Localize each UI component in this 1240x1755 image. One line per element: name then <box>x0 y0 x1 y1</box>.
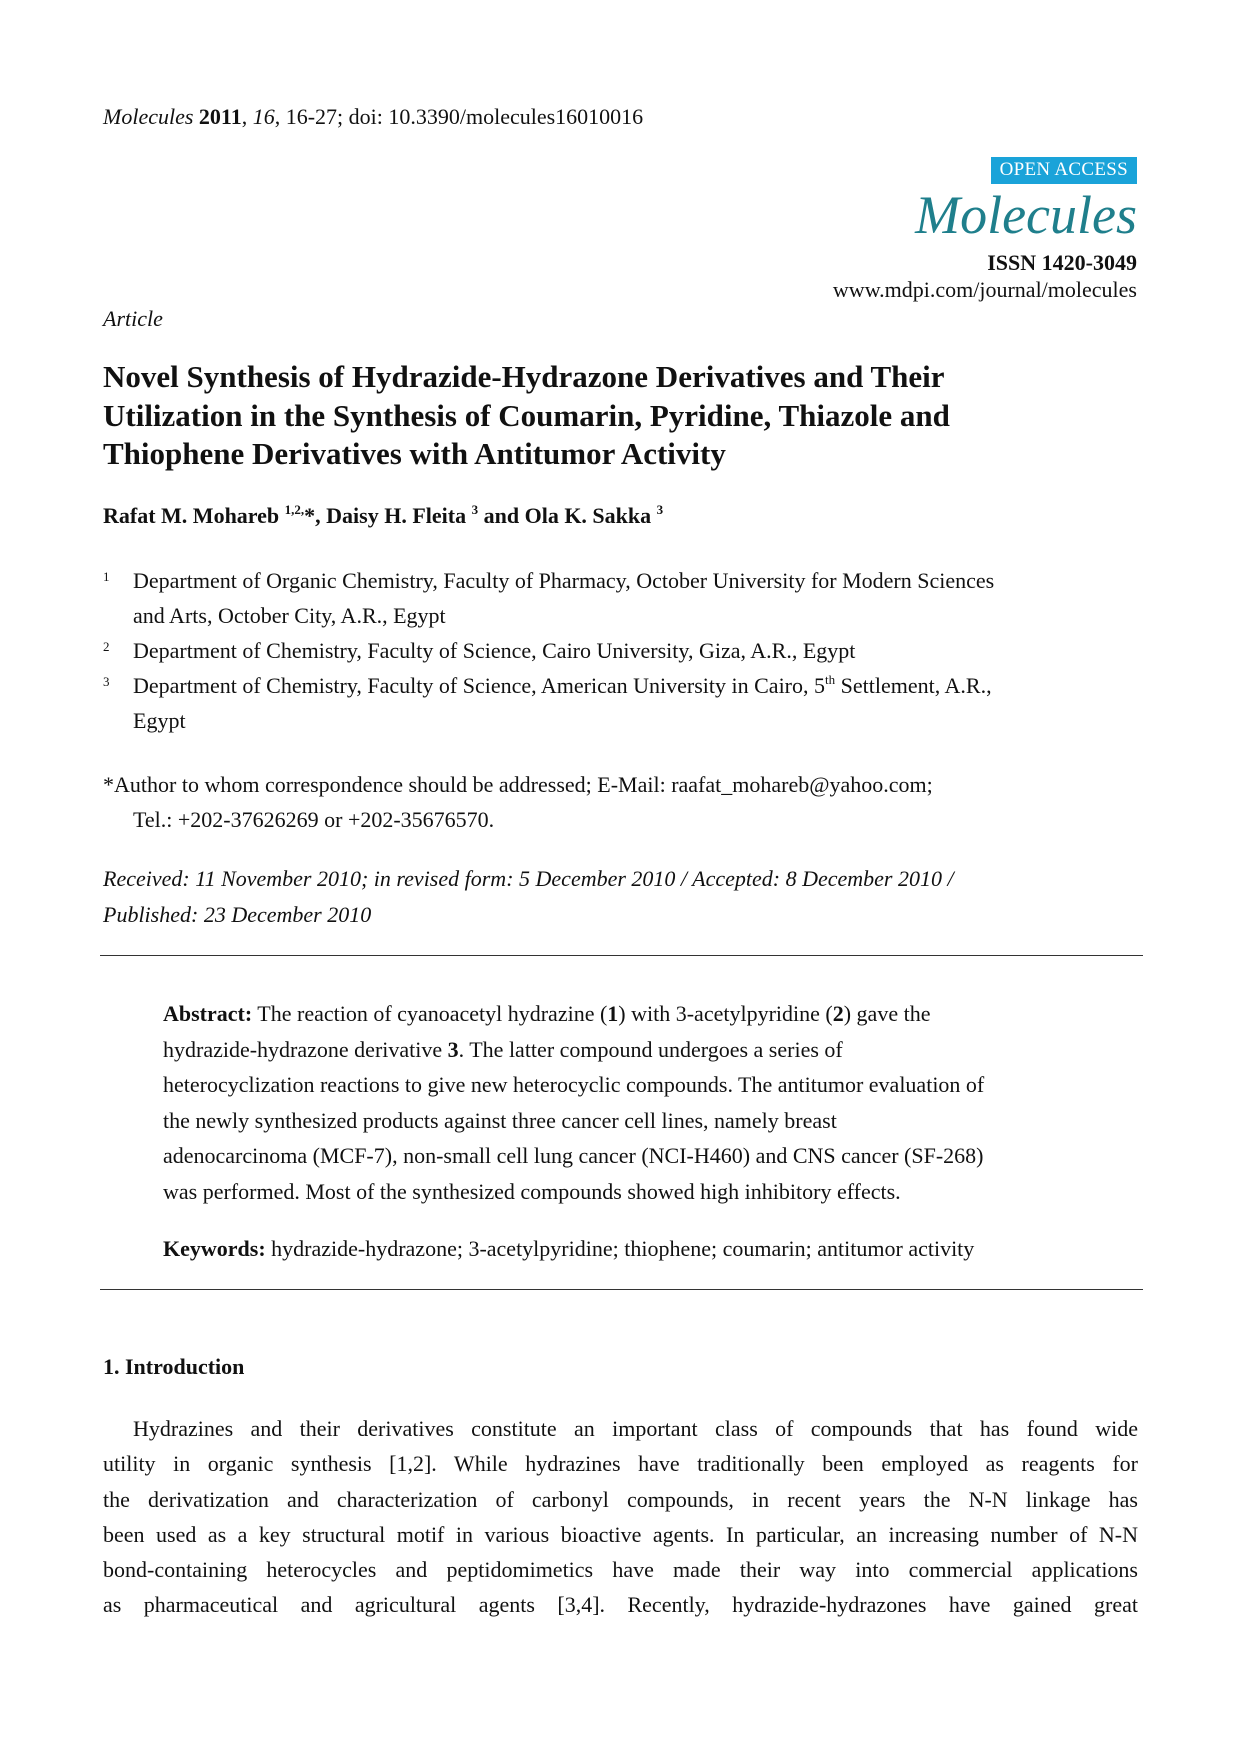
body-line: as pharmaceutical and agricultural agents [3,4]. Recently, hydrazide-hydrazones have gained great <box>103 1592 1138 1618</box>
ordinal-suffix: th <box>825 672 836 687</box>
publication-dates <box>103 861 1143 932</box>
section-heading: 1. Introduction <box>103 1354 245 1379</box>
author-name: Ola K. Sakka <box>524 503 652 528</box>
abstract <box>163 996 1079 1209</box>
title-line: Utilization in the Synthesis of Coumarin, Pyridine, Thiazole and <box>103 397 950 433</box>
journal-logo: Molecules <box>915 185 1137 245</box>
body-line: utility in organic synthesis [1,2]. While hydrazines have traditionally been employed as reagents for <box>103 1451 1138 1477</box>
keywords-text: hydrazide-hydrazone; 3-acetylpyridine; thiophene; coumarin; antitumor activity <box>265 1236 975 1261</box>
abstract-label: Abstract: <box>163 1001 253 1026</box>
citation-pages-doi: , 16-27; doi: 10.3390/molecules16010016 <box>274 104 644 129</box>
title-line: Novel Synthesis of Hydrazide-Hydrazone Derivatives and Their <box>103 359 945 394</box>
body-line: bond-containing heterocycles and peptidomimetics have made their way into commercial applications <box>103 1557 1138 1583</box>
affiliation-3 <box>103 668 1143 738</box>
affiliation-text-part: Settlement, A.R., <box>835 673 992 698</box>
author-list <box>103 503 663 529</box>
keywords-label: Keywords: <box>163 1236 266 1261</box>
citation-volume: 16 <box>252 104 275 129</box>
abstract-text: . The latter compound undergoes a series of <box>458 1036 843 1062</box>
dates-line: Published: 23 December 2010 <box>103 901 372 927</box>
compound-number: 1 <box>607 1001 619 1026</box>
citation-year: 2011 <box>198 104 242 129</box>
correspondence-line: *Author to whom correspondence should be addressed; E-Mail: raafat_mohareb@yahoo.com; <box>103 772 933 797</box>
divider-top <box>100 955 1143 956</box>
body-line: the derivatization and characterization of carbonyl compounds, in recent years the N-N linkage has <box>103 1486 1138 1512</box>
correspondence <box>103 767 1143 837</box>
affiliation-text-part: Department of Chemistry, Faculty of Science, American University in Cairo, 5 <box>133 673 826 698</box>
author-affiliation-marker: 1,2, <box>284 502 305 517</box>
issn: ISSN 1420-3049 <box>987 250 1137 275</box>
abstract-line <box>163 1032 1079 1068</box>
abstract-line <box>163 996 1079 1032</box>
keywords <box>163 1236 974 1262</box>
title-line: Thiophene Derivatives with Antitumor Activity <box>103 436 726 471</box>
affiliation-number: 1 <box>103 569 110 584</box>
abstract-line: the newly synthesized products against three cancer cell lines, namely breast <box>163 1107 837 1133</box>
correspondence-phone: Tel.: +202-37626269 or +202-35676570. <box>133 807 495 832</box>
open-access-badge: OPEN ACCESS <box>991 157 1137 184</box>
introduction-body <box>103 1411 1138 1623</box>
divider-bottom <box>100 1289 1143 1290</box>
abstract-text: ) gave the <box>843 1001 931 1026</box>
article-type: Article <box>103 306 163 331</box>
body-line: Hydrazines and their derivatives constitute an important class of compounds that has found wide <box>133 1416 1138 1441</box>
affiliation-1 <box>103 563 1143 633</box>
affiliation-text: Department of Chemistry, Faculty of Science, Cairo University, Giza, A.R., Egypt <box>133 638 856 663</box>
author-name: Daisy H. Fleita <box>326 503 467 528</box>
author-affiliation-marker: 3 <box>656 502 664 517</box>
compound-number: 3 <box>447 1036 459 1062</box>
author-separator: , <box>315 503 327 528</box>
citation-line: Molecules 2011, 16, 16-27; doi: 10.3390/molecules16010016 <box>103 104 644 129</box>
affiliation-2 <box>103 633 1143 668</box>
affiliation-number: 2 <box>103 639 110 654</box>
abstract-line: was performed. Most of the synthesized compounds showed high inhibitory effects. <box>163 1178 901 1204</box>
abstract-line: adenocarcinoma (MCF-7), non-small cell lung cancer (NCI-H460) and CNS cancer (SF-268) <box>163 1143 984 1168</box>
citation-journal: Molecules <box>103 104 194 129</box>
compound-number: 2 <box>832 1001 844 1026</box>
affiliation-text <box>133 668 1143 703</box>
paper-title <box>103 358 1143 474</box>
journal-url[interactable]: www.mdpi.com/journal/molecules <box>832 277 1137 302</box>
abstract-text: ) with 3-acetylpyridine ( <box>618 1001 833 1026</box>
dates-line: Received: 11 November 2010; in revised form: 5 December 2010 / Accepted: 8 December 2010 / <box>103 866 954 891</box>
author-separator: and <box>478 503 525 528</box>
affiliation-text: Egypt <box>133 708 186 733</box>
corresponding-author-mark: * <box>304 503 316 528</box>
body-line: been used as a key structural motif in various bioactive agents. In particular, an increasing number of N-N <box>103 1521 1138 1547</box>
abstract-line: heterocyclization reactions to give new heterocyclic compounds. The antitumor evaluation of <box>163 1072 985 1097</box>
affiliation-text: and Arts, October City, A.R., Egypt <box>133 603 446 628</box>
abstract-text: The reaction of cyanoacetyl hydrazine ( <box>252 1001 608 1026</box>
author-name: Rafat M. Mohareb <box>103 503 280 528</box>
affiliation-number: 3 <box>103 674 110 689</box>
author-affiliation-marker: 3 <box>471 502 479 517</box>
abstract-text: hydrazide-hydrazone derivative <box>163 1036 448 1062</box>
affiliation-text: Department of Organic Chemistry, Faculty of Pharmacy, October University for Modern Sciences <box>133 568 995 593</box>
